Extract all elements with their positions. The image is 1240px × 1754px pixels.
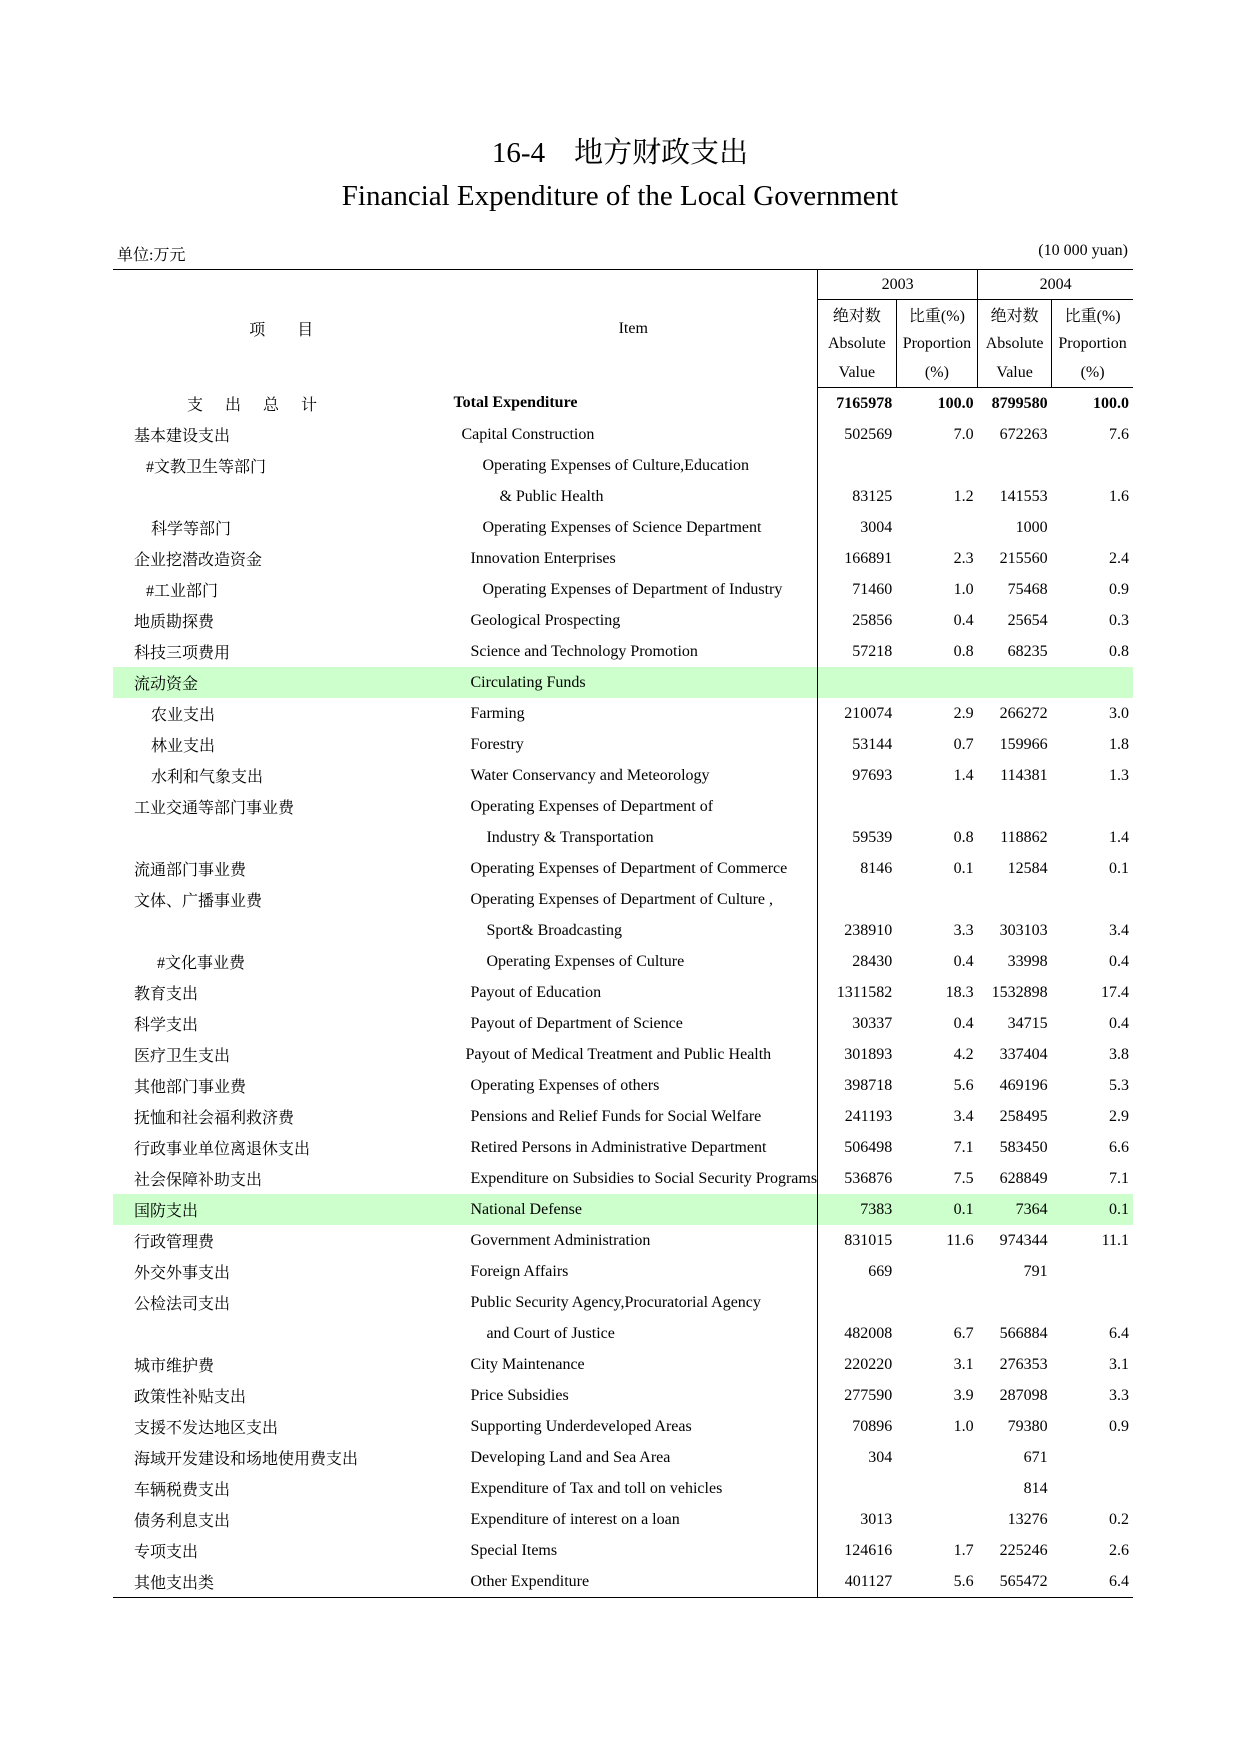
proportion-2004: 17.4 bbox=[1101, 983, 1129, 1001]
table-row bbox=[113, 1287, 1133, 1318]
item-en: Operating Expenses of others bbox=[470, 1076, 660, 1094]
unit-label-cn: 单位:万元 bbox=[117, 247, 186, 264]
header-abs-cn: 绝对数 bbox=[978, 300, 1052, 330]
proportion-2003: 1.7 bbox=[953, 1541, 974, 1559]
absolute-2004 bbox=[978, 884, 1052, 915]
table-row bbox=[113, 1225, 1133, 1256]
table-row bbox=[113, 450, 1133, 481]
proportion-2003: 6.7 bbox=[953, 1324, 974, 1342]
item-en: Payout of Department of Science bbox=[470, 1014, 683, 1032]
proportion-2004 bbox=[1052, 1256, 1133, 1287]
proportion-2003 bbox=[896, 1287, 977, 1318]
absolute-2003: 124616 bbox=[818, 1535, 897, 1566]
item-en: Farming bbox=[470, 704, 525, 722]
table-row bbox=[113, 1349, 1133, 1380]
proportion-2004 bbox=[1052, 1442, 1133, 1473]
proportion-2003 bbox=[896, 450, 977, 481]
absolute-2003: 53144 bbox=[818, 729, 897, 760]
absolute-2004: 159966 bbox=[999, 735, 1048, 753]
item-cn: 林业支出 bbox=[151, 738, 216, 755]
absolute-2004: 276353 bbox=[999, 1355, 1048, 1373]
proportion-2003: 2.3 bbox=[953, 549, 974, 567]
item-en: Forestry bbox=[470, 735, 524, 753]
table-row bbox=[113, 791, 1133, 822]
absolute-2004: 565472 bbox=[978, 1566, 1052, 1598]
table-row bbox=[113, 977, 1133, 1008]
table-row bbox=[113, 574, 1133, 605]
header-year-2003: 2003 bbox=[818, 270, 978, 300]
item-cn bbox=[113, 1318, 449, 1349]
item-cn: 车辆税费支出 bbox=[134, 1482, 231, 1499]
item-en: City Maintenance bbox=[470, 1355, 585, 1373]
absolute-2003: 3004 bbox=[818, 512, 897, 543]
absolute-2004 bbox=[978, 667, 1052, 698]
absolute-2004: 266272 bbox=[999, 704, 1048, 722]
proportion-2004: 6.4 bbox=[1109, 1324, 1129, 1342]
item-cn: 基本建设支出 bbox=[134, 428, 231, 445]
proportion-2003: 18.3 bbox=[945, 983, 974, 1001]
item-en: Total Expenditure bbox=[453, 394, 578, 412]
item-cn: 科技三项费用 bbox=[134, 645, 231, 662]
absolute-2003 bbox=[818, 791, 897, 822]
proportion-2004 bbox=[1052, 884, 1133, 915]
header-prop-cn: 比重(%) bbox=[896, 300, 977, 330]
absolute-2003 bbox=[818, 667, 897, 698]
item-cn: 其他部门事业费 bbox=[134, 1079, 247, 1096]
item-cn: 其他支出类 bbox=[113, 1566, 449, 1598]
proportion-2004: 3.3 bbox=[1109, 1386, 1129, 1404]
absolute-2004: 469196 bbox=[999, 1076, 1048, 1094]
item-cn: 国防支出 bbox=[113, 1194, 449, 1225]
proportion-2004: 0.9 bbox=[1109, 1417, 1129, 1435]
absolute-2003: 301893 bbox=[818, 1039, 897, 1070]
table-row bbox=[113, 1318, 1133, 1349]
proportion-2003: 0.7 bbox=[953, 735, 974, 753]
table-row bbox=[113, 1473, 1133, 1504]
proportion-2004 bbox=[1052, 791, 1133, 822]
absolute-2004: 1532898 bbox=[991, 983, 1048, 1001]
item-en: and Court of Justice bbox=[486, 1324, 615, 1342]
item-cn: 支援不发达地区支出 bbox=[134, 1420, 279, 1437]
item-en: Special Items bbox=[470, 1541, 558, 1559]
proportion-2003 bbox=[896, 884, 977, 915]
item-cn: 医疗卫生支出 bbox=[134, 1048, 231, 1065]
proportion-2004: 5.3 bbox=[1109, 1076, 1129, 1094]
table-row bbox=[113, 419, 1133, 450]
item-cn bbox=[113, 822, 449, 853]
proportion-2003: 11.6 bbox=[946, 1231, 974, 1249]
item-en: Price Subsidies bbox=[470, 1386, 569, 1404]
absolute-2004: 33998 bbox=[1007, 952, 1048, 970]
absolute-2004: 7364 bbox=[978, 1194, 1052, 1225]
proportion-2003: 7.0 bbox=[953, 425, 974, 443]
absolute-2004: 583450 bbox=[999, 1138, 1048, 1156]
proportion-2003: 1.2 bbox=[953, 487, 974, 505]
proportion-2003: 1.0 bbox=[953, 580, 974, 598]
proportion-2004 bbox=[1052, 1287, 1133, 1318]
proportion-2003 bbox=[896, 1473, 977, 1504]
item-cn: 水利和气象支出 bbox=[151, 769, 264, 786]
item-en: Operating Expenses of Department of Industry bbox=[482, 580, 783, 598]
absolute-2004: 672263 bbox=[999, 425, 1048, 443]
absolute-2003 bbox=[818, 1473, 897, 1504]
item-cn: 抚恤和社会福利救济费 bbox=[134, 1110, 295, 1127]
proportion-2003: 0.8 bbox=[953, 642, 974, 660]
item-cn: 地质勘探费 bbox=[134, 614, 215, 631]
absolute-2004: 12584 bbox=[1007, 859, 1048, 877]
item-cn: 流通部门事业费 bbox=[134, 862, 247, 879]
item-cn bbox=[113, 915, 449, 946]
item-en: Expenditure of interest on a loan bbox=[470, 1510, 680, 1528]
header-prop-en-2: (%) bbox=[896, 358, 977, 388]
absolute-2003: 83125 bbox=[818, 481, 897, 512]
item-en: Operating Expenses of Culture bbox=[486, 952, 685, 970]
item-en: Sport& Broadcasting bbox=[486, 921, 622, 939]
absolute-2003 bbox=[818, 1287, 897, 1318]
absolute-2003: 71460 bbox=[818, 574, 897, 605]
item-cn: 行政管理费 bbox=[134, 1234, 215, 1251]
absolute-2003: 59539 bbox=[818, 822, 897, 853]
absolute-2004: 118862 bbox=[1000, 828, 1048, 846]
table-row bbox=[113, 388, 1133, 420]
absolute-2004: 671 bbox=[1023, 1448, 1048, 1466]
item-en: Operating Expenses of Science Department bbox=[482, 518, 762, 536]
table-row bbox=[113, 667, 1133, 698]
proportion-2004: 3.4 bbox=[1109, 921, 1129, 939]
proportion-2003 bbox=[896, 1504, 977, 1535]
header-abs-en: Absolute bbox=[978, 329, 1052, 358]
absolute-2004: 225246 bbox=[999, 1541, 1048, 1559]
absolute-2003: 482008 bbox=[818, 1318, 897, 1349]
absolute-2003 bbox=[818, 450, 897, 481]
absolute-2003: 28430 bbox=[818, 946, 897, 977]
item-en: Operating Expenses of Department of Culture , bbox=[470, 890, 774, 908]
proportion-2004: 100.0 bbox=[1093, 394, 1129, 412]
proportion-2004: 0.2 bbox=[1109, 1510, 1129, 1528]
proportion-2004: 0.4 bbox=[1109, 1014, 1129, 1032]
table-row bbox=[113, 729, 1133, 760]
item-cn: 教育支出 bbox=[134, 986, 199, 1003]
absolute-2003: 831015 bbox=[818, 1225, 897, 1256]
absolute-2003 bbox=[818, 884, 897, 915]
header-item-cn: 项 目 bbox=[113, 270, 449, 388]
absolute-2004: 628849 bbox=[999, 1169, 1048, 1187]
absolute-2003: 506498 bbox=[818, 1132, 897, 1163]
table-row bbox=[113, 946, 1133, 977]
absolute-2004: 814 bbox=[1023, 1479, 1048, 1497]
item-en: Other Expenditure bbox=[449, 1566, 817, 1598]
absolute-2004: 303103 bbox=[999, 921, 1048, 939]
item-en: Industry & Transportation bbox=[486, 828, 654, 846]
item-cn: 企业挖潜改造资金 bbox=[134, 552, 263, 569]
header-year-2004: 2004 bbox=[978, 270, 1133, 300]
proportion-2004: 2.6 bbox=[1109, 1541, 1129, 1559]
item-en: Payout of Education bbox=[470, 983, 602, 1001]
proportion-2004: 7.1 bbox=[1109, 1169, 1129, 1187]
table-row bbox=[113, 1566, 1133, 1598]
proportion-2004: 7.6 bbox=[1109, 425, 1129, 443]
absolute-2004: 258495 bbox=[999, 1107, 1048, 1125]
proportion-2003: 0.1 bbox=[953, 859, 974, 877]
item-en: Circulating Funds bbox=[449, 667, 817, 698]
absolute-2004: 79380 bbox=[1007, 1417, 1048, 1435]
item-cn: #文化事业费 bbox=[157, 955, 246, 972]
absolute-2004: 566884 bbox=[999, 1324, 1048, 1342]
absolute-2004: 215560 bbox=[999, 549, 1048, 567]
table-title-cn: 16-4 地方财政支出 bbox=[491, 137, 749, 169]
absolute-2003: 241193 bbox=[818, 1101, 897, 1132]
item-en: Innovation Enterprises bbox=[470, 549, 616, 567]
absolute-2003: 398718 bbox=[818, 1070, 897, 1101]
proportion-2004: 0.4 bbox=[1109, 952, 1129, 970]
header-prop-cn: 比重(%) bbox=[1052, 300, 1133, 330]
item-cn: 科学等部门 bbox=[151, 521, 232, 538]
proportion-2003: 0.4 bbox=[953, 952, 974, 970]
proportion-2004: 0.9 bbox=[1109, 580, 1129, 598]
table-row bbox=[113, 1504, 1133, 1535]
proportion-2004: 3.8 bbox=[1109, 1045, 1129, 1063]
absolute-2003: 536876 bbox=[818, 1163, 897, 1194]
item-cn: 流动资金 bbox=[113, 667, 449, 698]
expenditure-table bbox=[113, 269, 1133, 1598]
table-row bbox=[113, 1411, 1133, 1442]
table-row bbox=[113, 698, 1133, 729]
proportion-2004 bbox=[1052, 1473, 1133, 1504]
item-cn: #文教卫生等部门 bbox=[146, 459, 267, 476]
item-en: Public Security Agency,Procuratorial Agency bbox=[470, 1293, 761, 1311]
item-en: Operating Expenses of Department of bbox=[470, 797, 714, 815]
proportion-2004: 3.0 bbox=[1109, 704, 1129, 722]
table-row bbox=[113, 760, 1133, 791]
proportion-2003 bbox=[896, 791, 977, 822]
table-row bbox=[113, 884, 1133, 915]
absolute-2004: 337404 bbox=[999, 1045, 1048, 1063]
proportion-2003 bbox=[896, 667, 977, 698]
absolute-2003: 220220 bbox=[818, 1349, 897, 1380]
item-en: Payout of Medical Treatment and Public Health bbox=[465, 1045, 772, 1063]
absolute-2004: 13276 bbox=[1007, 1510, 1048, 1528]
proportion-2003: 7.1 bbox=[953, 1138, 974, 1156]
item-en: Foreign Affairs bbox=[470, 1262, 569, 1280]
item-cn: 公检法司支出 bbox=[134, 1296, 231, 1313]
table-row bbox=[113, 1163, 1133, 1194]
header-item-en: Item bbox=[449, 270, 817, 388]
item-en: National Defense bbox=[449, 1194, 817, 1225]
absolute-2003: 304 bbox=[818, 1442, 897, 1473]
absolute-2003: 25856 bbox=[818, 605, 897, 636]
table-body bbox=[113, 388, 1133, 1598]
proportion-2004: 2.9 bbox=[1109, 1107, 1129, 1125]
item-cn: 海域开发建设和场地使用费支出 bbox=[134, 1451, 359, 1468]
proportion-2003: 4.2 bbox=[953, 1045, 974, 1063]
header-abs-en-2: Value bbox=[818, 358, 897, 388]
proportion-2003: 2.9 bbox=[953, 704, 974, 722]
proportion-2004: 1.6 bbox=[1109, 487, 1129, 505]
absolute-2004: 141553 bbox=[999, 487, 1048, 505]
table-row bbox=[113, 1132, 1133, 1163]
item-en: Water Conservancy and Meteorology bbox=[470, 766, 710, 784]
proportion-2004: 1.3 bbox=[1109, 766, 1129, 784]
absolute-2003: 3013 bbox=[818, 1504, 897, 1535]
item-en: Capital Construction bbox=[461, 425, 595, 443]
proportion-2003 bbox=[896, 512, 977, 543]
header-abs-en-2: Value bbox=[978, 358, 1052, 388]
absolute-2004 bbox=[978, 1287, 1052, 1318]
proportion-2004: 6.4 bbox=[1052, 1566, 1133, 1598]
proportion-2003: 7.5 bbox=[953, 1169, 974, 1187]
proportion-2004: 1.4 bbox=[1109, 828, 1129, 846]
table-title-en: Financial Expenditure of the Local Government bbox=[341, 180, 899, 212]
absolute-2004: 287098 bbox=[999, 1386, 1048, 1404]
table-row bbox=[113, 512, 1133, 543]
unit-label-en: (10 000 yuan) bbox=[1038, 242, 1128, 259]
header-prop-en: Proportion bbox=[896, 329, 977, 358]
proportion-2003 bbox=[896, 1442, 977, 1473]
table-row bbox=[113, 605, 1133, 636]
proportion-2004: 2.4 bbox=[1109, 549, 1129, 567]
proportion-2003 bbox=[896, 1256, 977, 1287]
table-row bbox=[113, 1380, 1133, 1411]
item-cn: #工业部门 bbox=[146, 583, 219, 600]
proportion-2004: 6.6 bbox=[1109, 1138, 1129, 1156]
item-en: Pensions and Relief Funds for Social Welfare bbox=[470, 1107, 762, 1125]
absolute-2004: 1000 bbox=[1015, 518, 1048, 536]
proportion-2004 bbox=[1052, 450, 1133, 481]
item-en: Operating Expenses of Culture,Education bbox=[482, 456, 750, 474]
absolute-2004: 8799580 bbox=[991, 394, 1048, 412]
item-cn: 文体、广播事业费 bbox=[134, 893, 263, 910]
table-row bbox=[113, 1442, 1133, 1473]
proportion-2003: 0.8 bbox=[953, 828, 974, 846]
absolute-2004: 791 bbox=[1023, 1262, 1048, 1280]
item-cn: 农业支出 bbox=[151, 707, 216, 724]
table-row bbox=[113, 543, 1133, 574]
absolute-2004: 68235 bbox=[1007, 642, 1048, 660]
proportion-2003: 3.4 bbox=[953, 1107, 974, 1125]
proportion-2003: 3.3 bbox=[953, 921, 974, 939]
item-cn: 社会保障补助支出 bbox=[134, 1172, 263, 1189]
proportion-2003: 1.0 bbox=[953, 1417, 974, 1435]
absolute-2003: 7165978 bbox=[818, 388, 897, 420]
absolute-2003: 7383 bbox=[818, 1194, 897, 1225]
absolute-2003: 238910 bbox=[818, 915, 897, 946]
item-en: Expenditure of Tax and toll on vehicles bbox=[470, 1479, 723, 1497]
proportion-2003: 0.4 bbox=[953, 1014, 974, 1032]
table-row bbox=[113, 853, 1133, 884]
absolute-2003: 210074 bbox=[818, 698, 897, 729]
proportion-2004: 0.3 bbox=[1109, 611, 1129, 629]
absolute-2004: 25654 bbox=[1007, 611, 1048, 629]
item-en: & Public Health bbox=[499, 487, 604, 505]
table-row bbox=[113, 915, 1133, 946]
absolute-2003: 166891 bbox=[818, 543, 897, 574]
absolute-2003: 97693 bbox=[818, 760, 897, 791]
absolute-2004: 974344 bbox=[999, 1231, 1048, 1249]
item-en: Retired Persons in Administrative Department bbox=[470, 1138, 767, 1156]
absolute-2004 bbox=[978, 450, 1052, 481]
proportion-2004 bbox=[1052, 667, 1133, 698]
table-row bbox=[113, 822, 1133, 853]
proportion-2004: 0.1 bbox=[1052, 1194, 1133, 1225]
proportion-2004: 0.1 bbox=[1109, 859, 1129, 877]
table-row bbox=[113, 1070, 1133, 1101]
item-cn: 外交外事支出 bbox=[134, 1265, 231, 1282]
item-cn bbox=[113, 481, 449, 512]
item-cn: 支出总计 bbox=[187, 396, 340, 414]
absolute-2003: 502569 bbox=[818, 419, 897, 450]
header-abs-cn: 绝对数 bbox=[818, 300, 897, 330]
proportion-2003: 100.0 bbox=[937, 394, 974, 412]
header-prop-en-2: (%) bbox=[1052, 358, 1133, 388]
absolute-2003: 8146 bbox=[818, 853, 897, 884]
absolute-2003: 277590 bbox=[818, 1380, 897, 1411]
absolute-2003: 669 bbox=[818, 1256, 897, 1287]
absolute-2004: 75468 bbox=[1007, 580, 1048, 598]
proportion-2004: 0.8 bbox=[1109, 642, 1129, 660]
item-cn: 科学支出 bbox=[134, 1017, 199, 1034]
item-cn: 专项支出 bbox=[134, 1544, 199, 1561]
absolute-2003: 30337 bbox=[818, 1008, 897, 1039]
proportion-2004 bbox=[1052, 512, 1133, 543]
table-row bbox=[113, 1008, 1133, 1039]
item-en: Government Administration bbox=[470, 1231, 651, 1249]
item-en: Developing Land and Sea Area bbox=[470, 1448, 671, 1466]
proportion-2003: 3.9 bbox=[953, 1386, 974, 1404]
item-en: Expenditure on Subsidies to Social Security Programs bbox=[470, 1169, 818, 1187]
proportion-2004: 1.8 bbox=[1109, 735, 1129, 753]
proportion-2003: 0.4 bbox=[953, 611, 974, 629]
absolute-2003: 401127 bbox=[818, 1566, 897, 1598]
absolute-2004 bbox=[978, 791, 1052, 822]
item-cn: 行政事业单位离退休支出 bbox=[134, 1141, 311, 1158]
absolute-2004: 114381 bbox=[1000, 766, 1048, 784]
table-row bbox=[113, 1256, 1133, 1287]
proportion-2003: 0.1 bbox=[896, 1194, 977, 1225]
table-row bbox=[113, 636, 1133, 667]
table-row bbox=[113, 1194, 1133, 1225]
item-en: Geological Prospecting bbox=[470, 611, 621, 629]
header-prop-en: Proportion bbox=[1052, 329, 1133, 358]
item-en: Science and Technology Promotion bbox=[470, 642, 698, 660]
absolute-2004: 34715 bbox=[1007, 1014, 1048, 1032]
proportion-2004: 3.1 bbox=[1109, 1355, 1129, 1373]
table-row bbox=[113, 1101, 1133, 1132]
item-en: Operating Expenses of Department of Commerce bbox=[470, 859, 788, 877]
table-row bbox=[113, 1039, 1133, 1070]
item-en: Supporting Underdeveloped Areas bbox=[470, 1417, 692, 1435]
item-cn: 债务利息支出 bbox=[134, 1513, 231, 1530]
proportion-2003: 5.6 bbox=[953, 1076, 974, 1094]
table-row bbox=[113, 1535, 1133, 1566]
absolute-2003: 1311582 bbox=[818, 977, 897, 1008]
item-cn: 政策性补贴支出 bbox=[134, 1389, 247, 1406]
proportion-2004: 11.1 bbox=[1101, 1231, 1129, 1249]
absolute-2003: 70896 bbox=[818, 1411, 897, 1442]
proportion-2003: 1.4 bbox=[953, 766, 974, 784]
absolute-2003: 57218 bbox=[818, 636, 897, 667]
item-cn: 工业交通等部门事业费 bbox=[134, 800, 295, 817]
header-abs-en: Absolute bbox=[818, 329, 897, 358]
proportion-2003: 3.1 bbox=[953, 1355, 974, 1373]
item-cn: 城市维护费 bbox=[134, 1358, 215, 1375]
proportion-2003: 5.6 bbox=[896, 1566, 977, 1598]
table-row bbox=[113, 481, 1133, 512]
